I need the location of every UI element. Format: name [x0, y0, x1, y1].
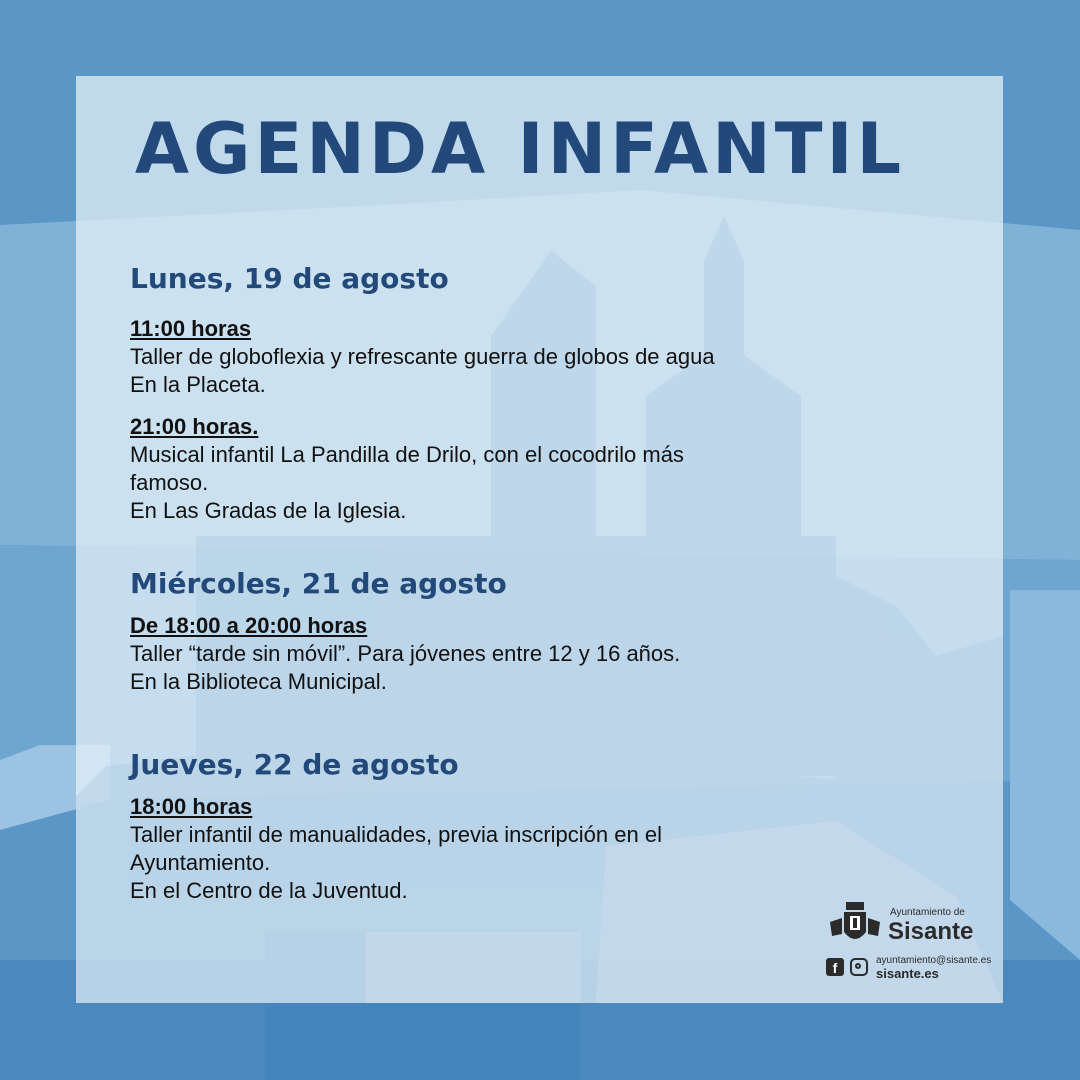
event-line: En Las Gradas de la Iglesia. [130, 498, 407, 523]
day-heading: Jueves, 22 de agosto [130, 748, 459, 781]
event-item [130, 793, 910, 905]
event-item [130, 413, 910, 525]
logo-name: Sisante [888, 918, 974, 945]
agenda [130, 262, 910, 905]
day-heading: Lunes, 19 de agosto [130, 262, 449, 295]
event-line: En la Biblioteca Municipal. [130, 669, 387, 694]
event-item [130, 612, 910, 696]
event-line: En la Placeta. [130, 372, 266, 397]
event-time: 21:00 horas. [130, 414, 259, 439]
logo-website[interactable]: sisante.es [876, 966, 939, 981]
event-line: En el Centro de la Juventud. [130, 878, 408, 903]
event-line: famoso. [130, 470, 209, 495]
town-hall-logo [826, 898, 996, 988]
event-time: 18:00 horas [130, 794, 253, 819]
event-line: Taller de globoflexia y refrescante guerra de globos de agua [130, 344, 715, 369]
day-wednesday [130, 567, 910, 696]
crest-icon [828, 900, 882, 950]
event-line: Taller infantil de manualidades, previa inscripción en el [130, 822, 662, 847]
day-monday [130, 262, 910, 525]
day-thursday [130, 748, 910, 905]
facebook-icon[interactable]: f [826, 958, 844, 976]
event-line: Musical infantil La Pandilla de Drilo, con el cocodrilo más [130, 442, 684, 467]
logo-subtitle: Ayuntamiento de [890, 907, 965, 918]
event-time: 11:00 horas [130, 316, 252, 341]
day-heading: Miércoles, 21 de agosto [130, 567, 507, 600]
event-item [130, 315, 910, 399]
page-title: AGENDA INFANTIL [134, 108, 906, 190]
event-line: Taller “tarde sin móvil”. Para jóvenes entre 12 y 16 años. [130, 641, 681, 666]
event-time: De 18:00 a 20:00 horas [130, 613, 368, 638]
instagram-icon[interactable] [850, 958, 868, 976]
logo-email[interactable]: ayuntamiento@sisante.es [876, 955, 992, 966]
event-line: Ayuntamiento. [130, 850, 271, 875]
